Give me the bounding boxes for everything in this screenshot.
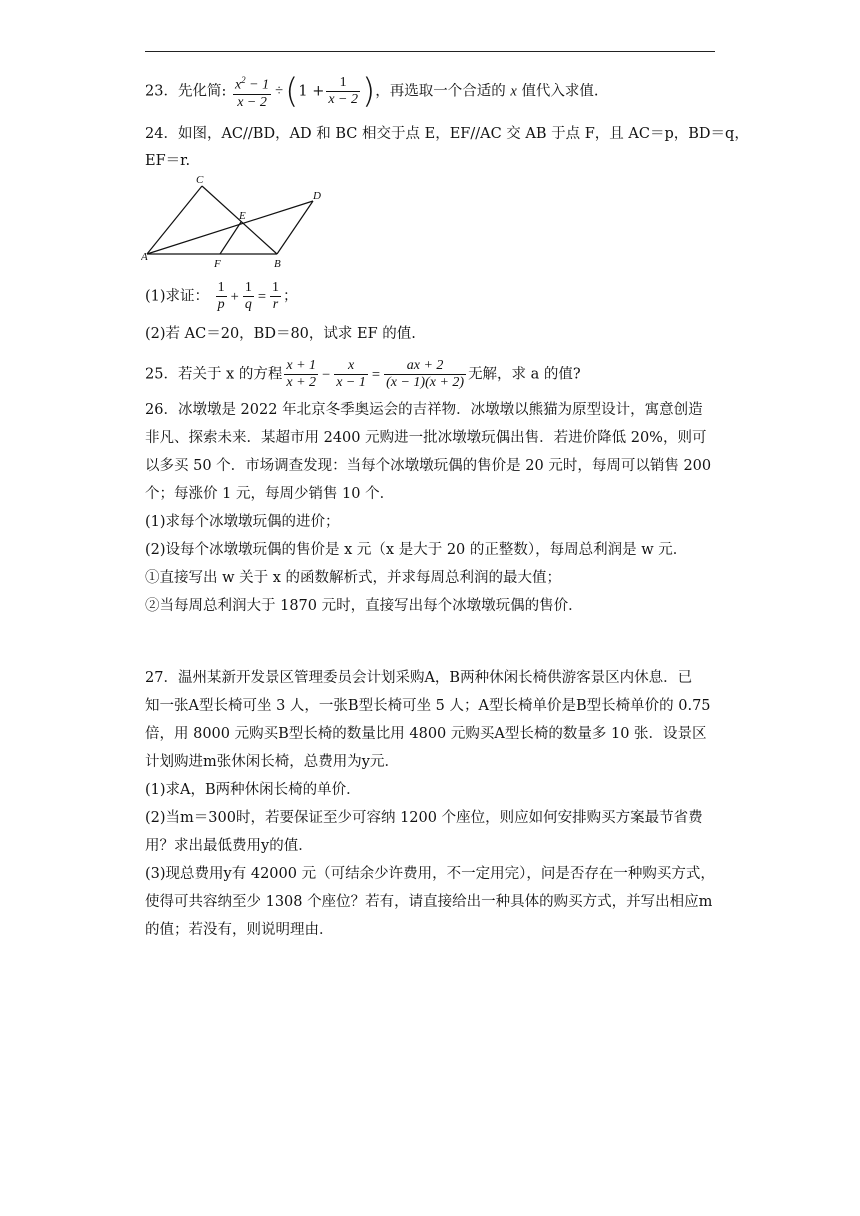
q25-frac-2: $\frac{x}{x - 1}$ — [336, 358, 366, 390]
figure-label-c: C — [196, 174, 204, 186]
q25-frac-1: $\frac{x + 1}{x + 2}$ — [286, 358, 317, 390]
q24-line2: EF＝r. — [145, 153, 191, 169]
q23-number: 23． — [145, 83, 178, 100]
q27-line-4: (1)求A，B两种休闲长椅的单价． — [145, 782, 361, 798]
q24-frac-p: $\frac{1}{p}$ — [217, 280, 225, 312]
q24-part2: (2)若 AC＝20，BD＝80，试求 EF 的值. — [145, 326, 416, 342]
q24-figure — [141, 174, 331, 269]
q23-var: x — [510, 83, 517, 100]
q26-line-5: (2)设每个冰墩墩玩偶的售价是 x 元（x 是大于 20 的正整数），每周总利润是 w 元． — [145, 542, 688, 558]
q27-line-5: (2)当m＝300时，若要保证至少可容纳 1200 个座位，则应如何安排购买方案最节省费 — [145, 810, 703, 826]
q23-fraction-2: $\frac{1}{x - 2}$ — [328, 74, 359, 107]
q24-part1: (1)求证： $\frac{1}{p}$ + $\frac{1}{q}$ = $\frac{1}{r}$ ； — [145, 280, 298, 312]
q25-frac-3: $\frac{ax + 2}{(x - 1)(x + 2)}$ — [386, 358, 465, 390]
q27-line-0: 27．温州某新开发景区管理委员会计划采购A，B两种休闲长椅供游客景区内休息．已 — [145, 670, 693, 686]
q27-line-6: 用？求出最低费用y的值． — [145, 838, 313, 854]
figure-label-a: A — [141, 251, 148, 263]
q23-suffix: ，再选取一个合适的 — [375, 83, 506, 100]
q26-line-6: ①直接写出 w 关于 x 的函数解析式，并求每周总利润的最大值； — [145, 570, 562, 586]
q27-line-8: 使得可共容纳至少 1308 个座位？若有，请直接给出一种具体的购买方式，并写出相应m — [145, 894, 713, 910]
figure-label-e: E — [239, 210, 246, 222]
q26-line-1: 非凡、探索未来．某超市用 2400 元购进一批冰墩墩玩偶出售．若进价降低 20%，则可 — [145, 430, 707, 446]
q27-line-7: (3)现总费用y有 42000 元（可结余少许费用，不一定用完），问是否存在一种购买方式， — [145, 866, 715, 882]
q27-line-3: 计划购进m张休闲长椅，总费用为y元． — [145, 754, 399, 770]
q23-end: 值代入求值. — [521, 83, 599, 100]
q27-line-9: 的值；若没有，则说明理由． — [145, 922, 334, 938]
q27-line-1: 知一张A型长椅可坐 3 人，一张B型长椅可坐 5 人；A型长椅单价是B型长椅单价的 0.75 — [145, 698, 711, 714]
question-23: 23．先化简: $\frac{x^2 - 1}{x - 2}$ ÷(1 + $\frac{1}{x - 2}$ )，再选取一个合适的 x 值代入求值. — [145, 71, 599, 112]
q23-fraction-1: $\frac{x^2 - 1}{x - 2}$ — [233, 72, 271, 111]
q26-line-2: 以多买 50 个．市场调查发现：当每个冰墩墩玩偶的售价是 20 元时，每周可以销售 200 — [145, 458, 712, 474]
q27-line-2: 倍，用 8000 元购买B型长椅的数量比用 4800 元购买A型长椅的数量多 10 张．设景区 — [145, 726, 707, 742]
figure-label-b: B — [274, 258, 281, 269]
q26-line-4: (1)求每个冰墩墩玩偶的进价； — [145, 514, 340, 530]
q26-line-0: 26．冰墩墩是 2022 年北京冬季奥运会的吉祥物．冰墩墩以熊猫为原型设计，寓意创造 — [145, 402, 703, 418]
question-25: 25．若关于 x 的方程 $\frac{x + 1}{x + 2}$ − $\frac{x}{x - 1}$ = $\frac{ax + 2}{(x - 1)(x + 2)}$ 无解，求 a 的值? — [145, 358, 581, 390]
header-rule — [145, 51, 715, 52]
figure-label-d: D — [313, 190, 321, 202]
q26-line-7: ②当每周总利润大于 1870 元时，直接写出每个冰墩墩玩偶的售价． — [145, 598, 583, 614]
q24-frac-q: $\frac{1}{q}$ — [244, 280, 252, 312]
q25-prefix: 25．若关于 x 的方程 — [145, 366, 283, 383]
q25-suffix: 无解，求 a 的值? — [468, 366, 581, 383]
q23-prefix: 先化简: — [177, 83, 227, 100]
q24-part1-prefix: (1)求证： — [145, 288, 210, 305]
figure-label-f: F — [214, 258, 221, 269]
q24-frac-r: $\frac{1}{r}$ — [272, 280, 280, 312]
q24-line1: 24．如图，AC//BD，AD 和 BC 相交于点 E，EF//AC 交 AB 于点 F，且 AC＝p，BD＝q， — [145, 126, 749, 142]
q26-line-3: 个；每涨价 1 元，每周少销售 10 个． — [145, 486, 395, 502]
